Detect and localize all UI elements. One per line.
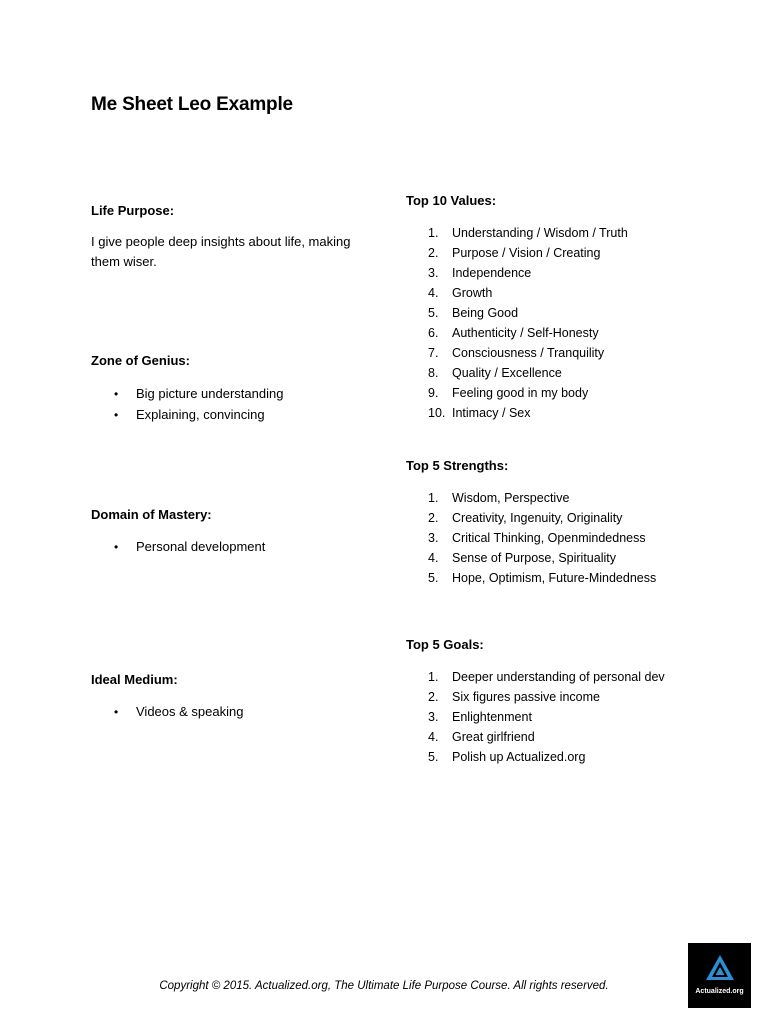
list-item: 1. Deeper understanding of personal dev (428, 670, 665, 684)
life-purpose-text (91, 232, 350, 272)
top-values-heading: Top 10 Values: (406, 193, 497, 208)
life-purpose-heading: Life Purpose: (91, 203, 175, 218)
copyright-footer: Copyright © 2015. Actualized.org, The Ultimate Life Purpose Course. All rights reserved. (159, 980, 609, 992)
domain-of-mastery-heading: Domain of Mastery: (91, 507, 212, 522)
zone-of-genius-heading: Zone of Genius: (91, 353, 190, 368)
top-strengths-heading: Top 5 Strengths: (406, 458, 509, 473)
ideal-medium-heading: Ideal Medium: (91, 672, 178, 687)
triangle-logo-icon (705, 953, 735, 983)
list-item: • Personal development (91, 537, 265, 558)
top-goals-heading: Top 5 Goals: (406, 637, 484, 652)
list-item: 5. Hope, Optimism, Future-Mindedness (428, 571, 657, 585)
list-item: • Videos & speaking (91, 702, 243, 723)
list-item: • Big picture understanding (91, 384, 283, 405)
page-title: Me Sheet Leo Example (91, 94, 293, 115)
list-item: 6. Authenticity / Self-Honesty (428, 326, 599, 340)
list-item: 5. Being Good (428, 306, 519, 320)
list-item: 7. Consciousness / Tranquility (428, 346, 605, 360)
list-item: 8. Quality / Excellence (428, 366, 562, 380)
list-item: 4. Great girlfriend (428, 730, 535, 744)
list-item: 9. Feeling good in my body (428, 386, 589, 400)
list-item: 4. Growth (428, 286, 493, 300)
list-item: 1. Wisdom, Perspective (428, 491, 570, 505)
bullet-icon: • (114, 540, 119, 554)
list-item: 4. Sense of Purpose, Spirituality (428, 551, 616, 565)
list-item: 10. Intimacy / Sex (428, 406, 531, 420)
bullet-icon: • (114, 705, 119, 719)
logo-text: Actualized.org (695, 988, 744, 995)
bullet-icon: • (114, 407, 119, 422)
list-item: 1. Understanding / Wisdom / Truth (428, 226, 628, 240)
list-item: 2. Creativity, Ingenuity, Originality (428, 511, 623, 525)
list-item: 2. Purpose / Vision / Creating (428, 246, 601, 260)
list-item: 3. Critical Thinking, Openmindedness (428, 531, 646, 545)
life-purpose-line-1: I give people deep insights about life, making (91, 234, 351, 249)
domain-of-mastery-list (91, 537, 265, 558)
list-item: • Explaining, convincing (91, 405, 283, 426)
list-item: 5. Polish up Actualized.org (428, 750, 586, 764)
list-item: 2. Six figures passive income (428, 690, 600, 704)
top-strengths-list (406, 488, 656, 588)
bullet-icon: • (114, 387, 119, 401)
top-values-list (406, 223, 628, 423)
life-purpose-line-2: them wiser. (91, 254, 157, 269)
actualized-logo (688, 943, 751, 1008)
ideal-medium-list (91, 702, 243, 723)
list-item: 3. Enlightenment (428, 710, 532, 724)
list-item: 3. Independence (428, 266, 532, 280)
top-goals-list (406, 667, 665, 767)
zone-of-genius-list (91, 384, 283, 425)
